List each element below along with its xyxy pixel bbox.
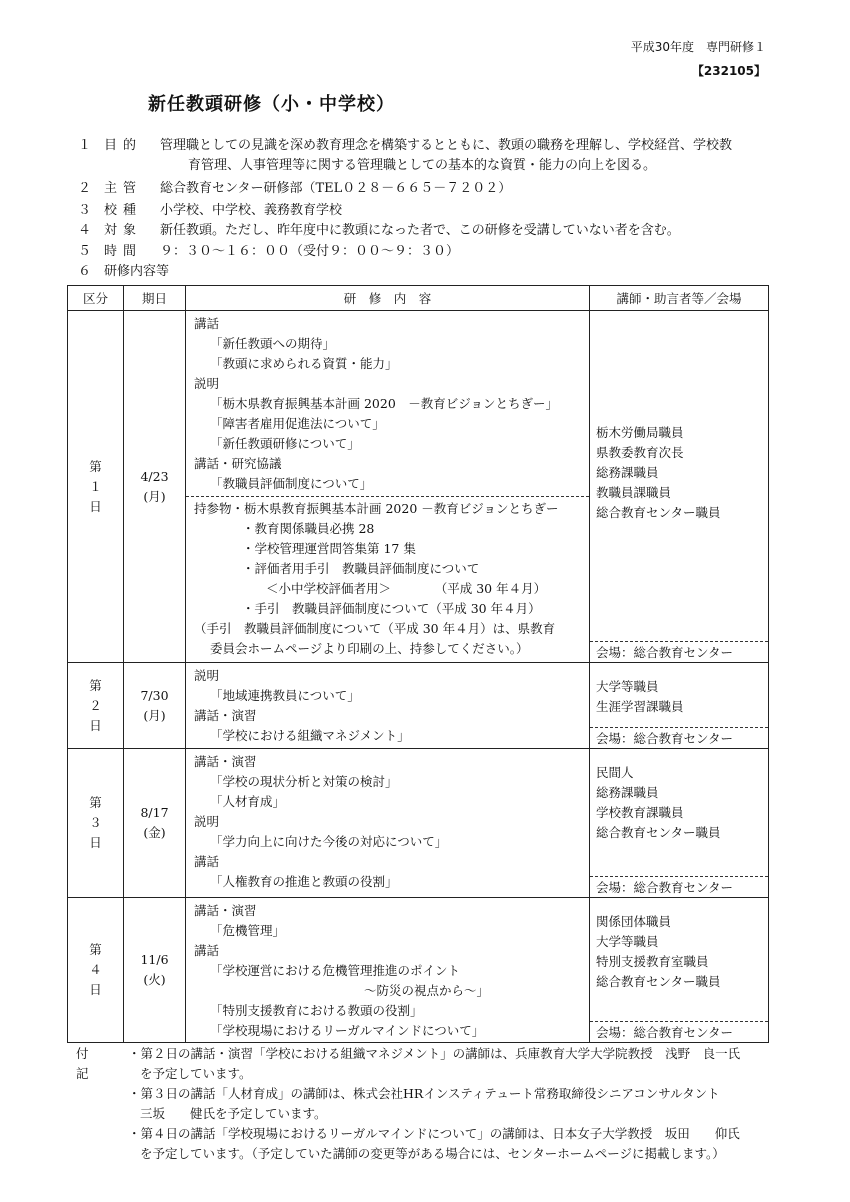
date-cell xyxy=(124,311,186,663)
section-target xyxy=(78,222,680,240)
content-line: 「学力向上に向けた今後の対応について」 xyxy=(210,834,448,849)
year-label: 平成30年度 専門研修１ xyxy=(630,40,766,54)
content-line: ＜小中学校評価者用＞ （平成 30 年４月） xyxy=(266,581,547,596)
lecturer-cell xyxy=(590,311,769,663)
content-line: 説明 xyxy=(194,376,220,391)
section-text: 研修内容等 xyxy=(104,264,170,279)
content-cell xyxy=(186,311,590,663)
section-number: ２ xyxy=(78,181,92,196)
lecturer-cell xyxy=(590,898,769,1043)
content-line: 説明 xyxy=(194,814,220,829)
lecturer-name: 総務課職員 xyxy=(596,785,659,800)
kubun-text: 第 xyxy=(89,942,102,957)
content-line: 「教頭に求められる資質・能力」 xyxy=(210,356,398,371)
kubun-text: 第 xyxy=(89,795,102,810)
lecturer-name: 大学等職員 xyxy=(596,934,659,949)
weekday-text: (金) xyxy=(143,825,166,840)
kubun-text: 第 xyxy=(89,677,102,693)
section-number: ６ xyxy=(78,264,92,279)
lecturer-name: 生涯学習課職員 xyxy=(596,699,684,714)
section-number: ４ xyxy=(78,223,92,238)
table-header-row xyxy=(68,286,769,311)
note-line: ・第４日の講話「学校現場におけるリーガルマインドについて」の講師は、日本女子大学教授 坂田 仰氏 xyxy=(128,1126,740,1141)
lecturer-name: 栃木労働局職員 xyxy=(596,425,684,440)
section-number: ３ xyxy=(78,203,92,218)
section-text: 新任教頭。ただし、昨年度中に教頭になった者で、この研修を受講していない者を含む。 xyxy=(160,223,680,238)
section-number: １ xyxy=(78,138,92,153)
content-line: 講話・演習 xyxy=(194,754,257,769)
section-text: ９：３０〜１６：００（受付９：００〜９：３０） xyxy=(160,244,460,259)
lecturer-name: 県教委教育次長 xyxy=(596,445,684,460)
section-number: ５ xyxy=(78,244,92,259)
lecturer-name: 総務課職員 xyxy=(596,465,659,480)
content-line: 説明 xyxy=(194,668,220,683)
date-text: 11/6 xyxy=(140,952,169,967)
note-line: ・第３日の講話「人材育成」の講師は、株式会社HRインスティテュート常務取締役シニアコンサルタント xyxy=(128,1086,720,1101)
lecturer-name: 教職員課職員 xyxy=(596,485,672,500)
lecturer-name: 総合教育センター職員 xyxy=(596,825,721,840)
kubun-text: 日 xyxy=(89,982,102,997)
kubun-cell xyxy=(68,311,124,663)
section-purpose xyxy=(78,137,732,155)
header-lecturer: 講師・助言者等／会場 xyxy=(590,286,769,311)
section-key: 時間 xyxy=(104,244,143,259)
table-row xyxy=(68,749,769,898)
content-line: （手引 教職員評価制度について（平成 30 年４月）は、県教育 xyxy=(194,621,556,636)
content-line: 「障害者雇用促進法について」 xyxy=(210,416,385,431)
section-organizer xyxy=(78,180,511,198)
date-cell xyxy=(124,898,186,1043)
lecturer-name: 総合教育センター職員 xyxy=(596,974,721,989)
kubun-text: ４ xyxy=(89,962,102,977)
lecturer-cell xyxy=(590,749,769,898)
lecturer-name: 特別支援教育室職員 xyxy=(596,954,709,969)
content-line: ・教育関係職員必携 28 xyxy=(242,521,375,536)
kubun-cell xyxy=(68,663,124,749)
content-line: 「新任教頭研修について」 xyxy=(210,436,360,451)
header-date: 期日 xyxy=(124,286,186,311)
content-line: 講話 xyxy=(194,316,220,331)
section-purpose-cont: 育管理、人事管理等に関する管理職としての基本的な資質・能力の向上を図る。 xyxy=(188,158,657,173)
section-school-type xyxy=(78,202,342,220)
lecturer-name: 関係団体職員 xyxy=(596,914,672,929)
kubun-cell xyxy=(68,898,124,1043)
notes-label: 付記 xyxy=(76,1046,99,1081)
venue-label: 会場：総合教育センター xyxy=(590,641,768,662)
content-cell xyxy=(186,898,590,1043)
page-title: 新任教頭研修（小・中学校） xyxy=(148,94,395,115)
content-line: 講話・演習 xyxy=(194,708,257,723)
section-key: 目的 xyxy=(104,138,143,153)
lecturer-name: 民間人 xyxy=(596,765,634,780)
lecturer-name: 大学等職員 xyxy=(596,679,659,694)
weekday-text: (火) xyxy=(143,972,166,987)
venue-label: 会場：総合教育センター xyxy=(590,876,768,897)
note-line: 三坂 健氏を予定しています。 xyxy=(140,1106,327,1121)
content-line: 「学校運営における危機管理推進のポイント xyxy=(210,963,461,978)
section-text: 総合教育センター研修部（TEL０２８－６６５－７２０２） xyxy=(160,181,512,196)
content-line: 〜防災の視点から〜」 xyxy=(364,983,490,998)
content-line: 講話・演習 xyxy=(194,903,257,918)
schedule-table xyxy=(67,285,769,1043)
lecturer-cell xyxy=(590,663,769,749)
table-row xyxy=(68,311,769,663)
section-time xyxy=(78,243,459,261)
content-line: 講話 xyxy=(194,854,220,869)
weekday-text: (月) xyxy=(143,488,166,504)
content-line: 「人材育成」 xyxy=(210,794,286,809)
date-cell xyxy=(124,663,186,749)
content-line: 「新任教頭への期待」 xyxy=(210,336,336,351)
kubun-text: ２ xyxy=(89,697,102,713)
section-text: 小学校、中学校、義務教育学校 xyxy=(160,203,343,218)
content-line: ・評価者用手引 教職員評価制度について xyxy=(242,561,480,576)
section-key: 主管 xyxy=(104,181,143,196)
content-line: 「学校の現状分析と対策の検討」 xyxy=(210,774,398,789)
date-text: 7/30 xyxy=(140,687,169,703)
kubun-text: 日 xyxy=(89,498,102,514)
table-row xyxy=(68,663,769,749)
date-text: 8/17 xyxy=(140,805,169,820)
content-line: 持参物・栃木県教育振興基本計画 2020 －教育ビジョンとちぎー xyxy=(194,501,559,516)
content-line: 委員会ホームページより印刷の上、持参してください。） xyxy=(210,641,529,656)
venue-label: 会場：総合教育センター xyxy=(590,1021,768,1042)
lecturer-name: 学校教育課職員 xyxy=(596,805,684,820)
kubun-text: 日 xyxy=(89,835,102,850)
date-cell xyxy=(124,749,186,898)
note-line: ・第２日の講話・演習「学校における組織マネジメント」の講師は、兵庫教育大学大学院教授 浅野 良一氏 xyxy=(128,1046,741,1061)
section-contents xyxy=(78,263,169,281)
header-kubun: 区分 xyxy=(68,286,124,311)
lecturer-name: 総合教育センター職員 xyxy=(596,505,721,520)
header-content: 研 修 内 容 xyxy=(186,286,590,311)
kubun-cell xyxy=(68,749,124,898)
kubun-text: 日 xyxy=(89,717,102,733)
venue-label: 会場：総合教育センター xyxy=(590,727,768,748)
note-line: を予定しています。（予定していた講師の変更等がある場合には、センターホームページに掲載します。） xyxy=(140,1146,725,1161)
content-line: 「栃木県教育振興基本計画 2020 －教育ビジョンとちぎー」 xyxy=(210,396,559,411)
date-text: 4/23 xyxy=(140,468,169,484)
section-key: 校種 xyxy=(104,203,143,218)
content-cell xyxy=(186,663,590,749)
note-line: を予定しています。 xyxy=(140,1066,252,1081)
course-code: 【232105】 xyxy=(691,64,766,78)
content-line: ・手引 教職員評価制度について（平成 30 年４月） xyxy=(242,601,541,616)
content-line: 講話・研究協議 xyxy=(194,456,282,471)
content-line: 「人権教育の推進と教頭の役割」 xyxy=(210,874,398,889)
content-cell xyxy=(186,749,590,898)
kubun-text: 第 xyxy=(89,458,102,474)
section-key: 対象 xyxy=(104,223,143,238)
section-text: 管理職としての見識を深め教育理念を構築するとともに、教頭の職務を理解し、学校経営、学校教 xyxy=(160,138,733,153)
content-line: 「危機管理」 xyxy=(210,923,286,938)
content-line: 「特別支援教育における教頭の役割」 xyxy=(210,1003,423,1018)
content-line: 「地域連携教員について」 xyxy=(210,688,360,703)
weekday-text: (月) xyxy=(143,707,166,723)
kubun-text: ３ xyxy=(89,815,102,830)
dashed-divider xyxy=(186,496,589,497)
content-line: 「教職員評価制度について」 xyxy=(210,476,373,491)
content-line: 「学校現場におけるリーガルマインドについて」 xyxy=(210,1023,485,1038)
content-line: 「学校における組織マネジメント」 xyxy=(210,728,410,743)
content-line: ・学校管理運営問答集第 17 集 xyxy=(242,541,416,556)
kubun-text: １ xyxy=(89,478,102,494)
table-row xyxy=(68,898,769,1043)
content-line: 講話 xyxy=(194,943,220,958)
